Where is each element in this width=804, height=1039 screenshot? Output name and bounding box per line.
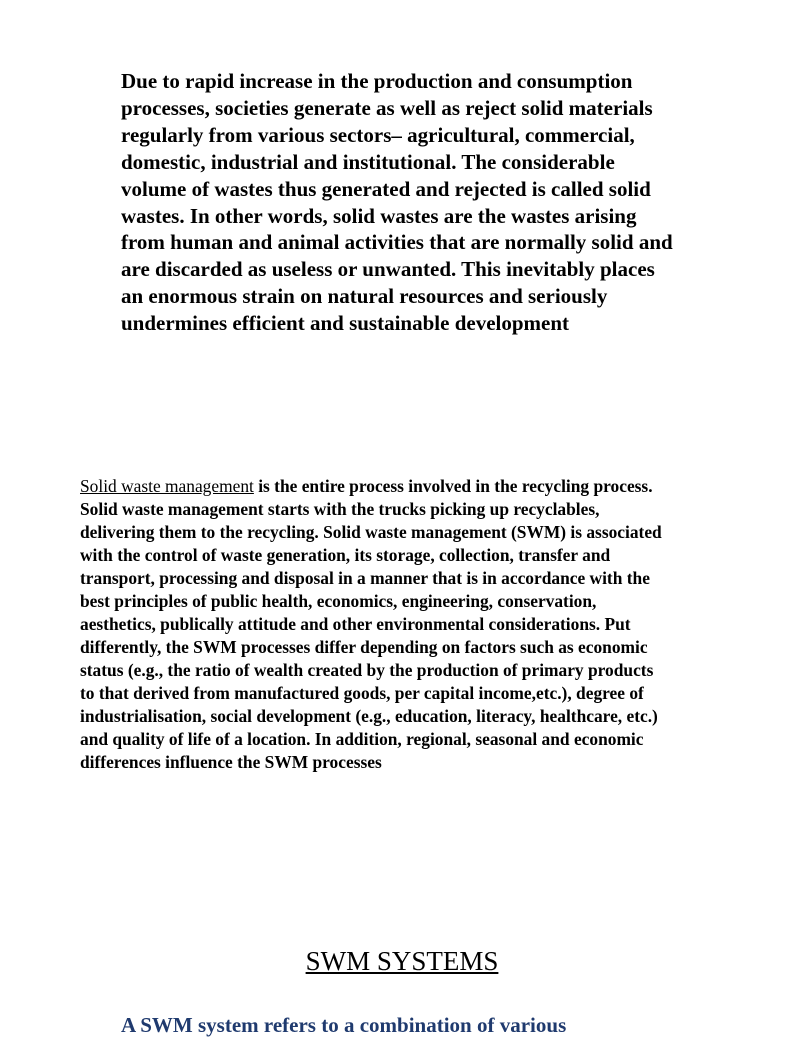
definition-text: is the entire process involved in the recycling process. Solid waste management starts with the trucks picking up recyclables, delivering them to the recycling. Solid waste management (SWM) is associated with the control of waste generation, its storage, collection, transfer and transport, processing and disposal in a manner that is in accordance with the best principles of public health, economics, engineering, conservation, aesthetics, publically attitude and other environmental considerations. Put differently, the SWM processes differ depending on factors such as economic status (e.g., the ratio of wealth created by the production of primary products to that derived from manufactured goods, per capital income,etc.), degree of industrialisation, social development (e.g., education, literacy, healthcare, etc.) and quality of life of a location. In addition, regional, seasonal and economic differences influence the SWM processes [80,476,662,772]
section-paragraph: A SWM system refers to a combination of various [121,1013,567,1037]
definition-term: Solid waste management [80,476,254,496]
section-heading: SWM SYSTEMS [305,946,499,976]
intro-paragraph: Due to rapid increase in the production and consumption processes, societies generate as well as reject solid materials regularly from various sectors– agricultural, commercial, domestic, industrial and institutional. The considerable volume of wastes thus generated and rejected is called solid wastes. In other words, solid wastes are the wastes arising from human and animal activities that are normally solid and are discarded as useless or unwanted. This inevitably places an enormous strain on natural resources and seriously undermines efficient and sustainable development [121,69,673,336]
definition-paragraph [80,475,670,774]
